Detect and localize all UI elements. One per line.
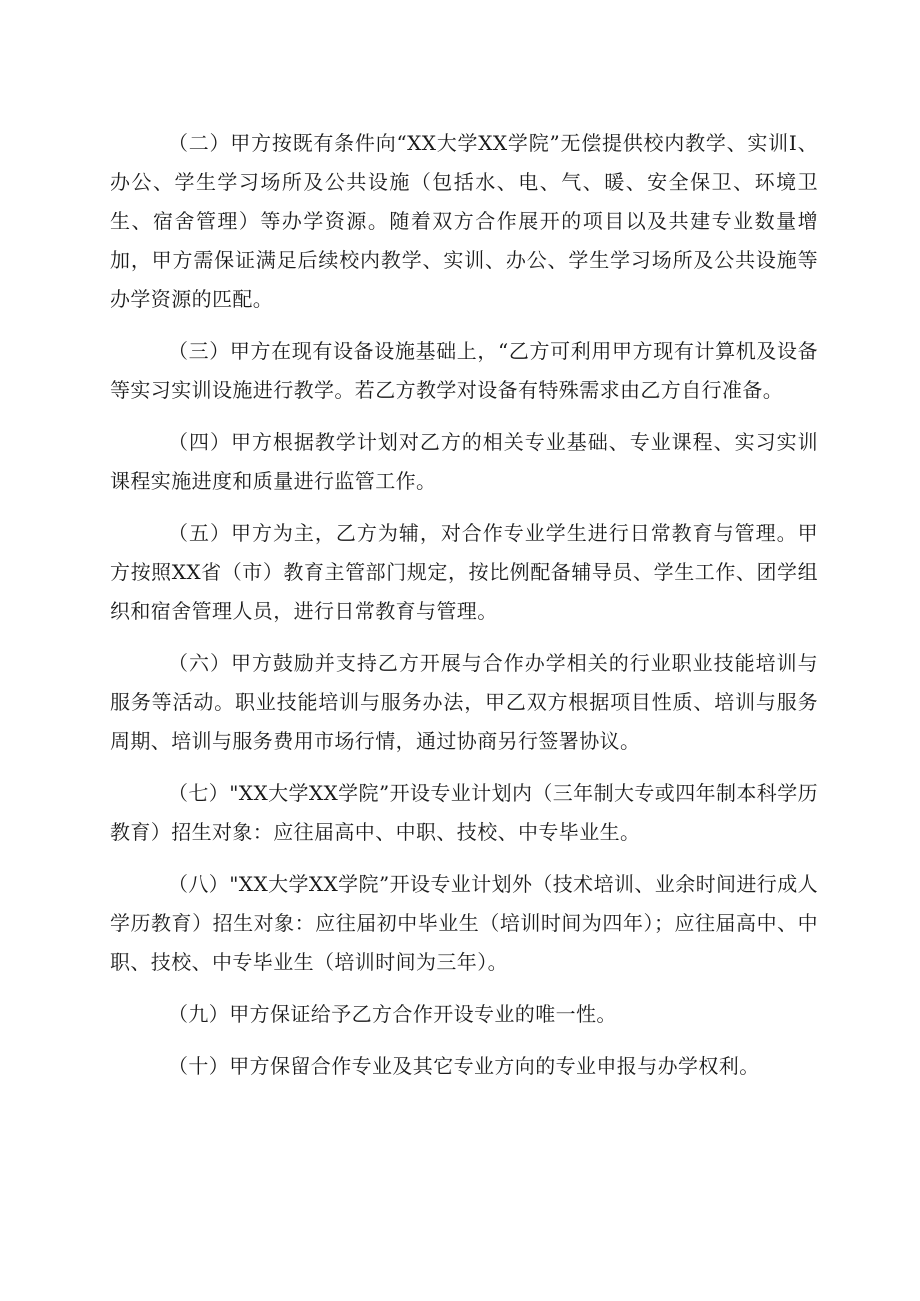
clause-8: （八）"XX大学XX学院”开设专业计划外（技术培训、业余时间进行成人学历教育）招生对象：应往届初中毕业生（培训时间为四年）；应往届高中、中职、技校、中专毕业生（培训时间为三年）。 <box>110 872 818 974</box>
document-body <box>110 124 818 1099</box>
clause-3: （三）甲方在现有设备设施基础上，“乙方可利用甲方现有计算机及设备等实习实训设施进行教学。若乙方教学对设备有特殊需求由乙方自行准备。 <box>110 339 818 402</box>
clause-9: （九）甲方保证给予乙方合作开设专业的唯一性。 <box>168 1002 617 1026</box>
clause-5: （五）甲方为主，乙方为辅，对合作专业学生进行日常教育与管理。甲方按照XX省（市）教育主管部门规定，按比例配备辅导员、学生工作、团学组织和宿舍管理人员，进行日常教育与管理。 <box>110 521 818 623</box>
clause-10: （十）甲方保留合作专业及其它专业方向的专业申报与办学权利。 <box>168 1054 760 1078</box>
clause-6: （六）甲方鼓励并支持乙方开展与合作办学相关的行业职业技能培训与服务等活动。职业技能培训与服务办法，甲乙双方根据项目性质、培训与服务周期、培训与服务费用市场行情，通过协商另行签署协议。 <box>110 651 818 753</box>
clause-7: （七）"XX大学XX学院”开设专业计划内（三年制大专或四年制本科学历教育）招生对象：应往届高中、中职、技校、中专毕业生。 <box>110 781 818 844</box>
clause-4: （四）甲方根据教学计划对乙方的相关专业基础、专业课程、实习实训课程实施进度和质量进行监管工作。 <box>110 430 818 493</box>
clause-2: （二）甲方按既有条件向“XX大学XX学院”无偿提供校内教学、实训I、办公、学生学习场所及公共设施（包括水、电、气、暖、安全保卫、环境卫生、宿舍管理）等办学资源。随着双方合作展开的项目以及共建专业数量增加，甲方需保证满足后续校内教学、实训、办公、学生学习场所及公共设施等办学资源的匹配。 <box>110 131 818 311</box>
